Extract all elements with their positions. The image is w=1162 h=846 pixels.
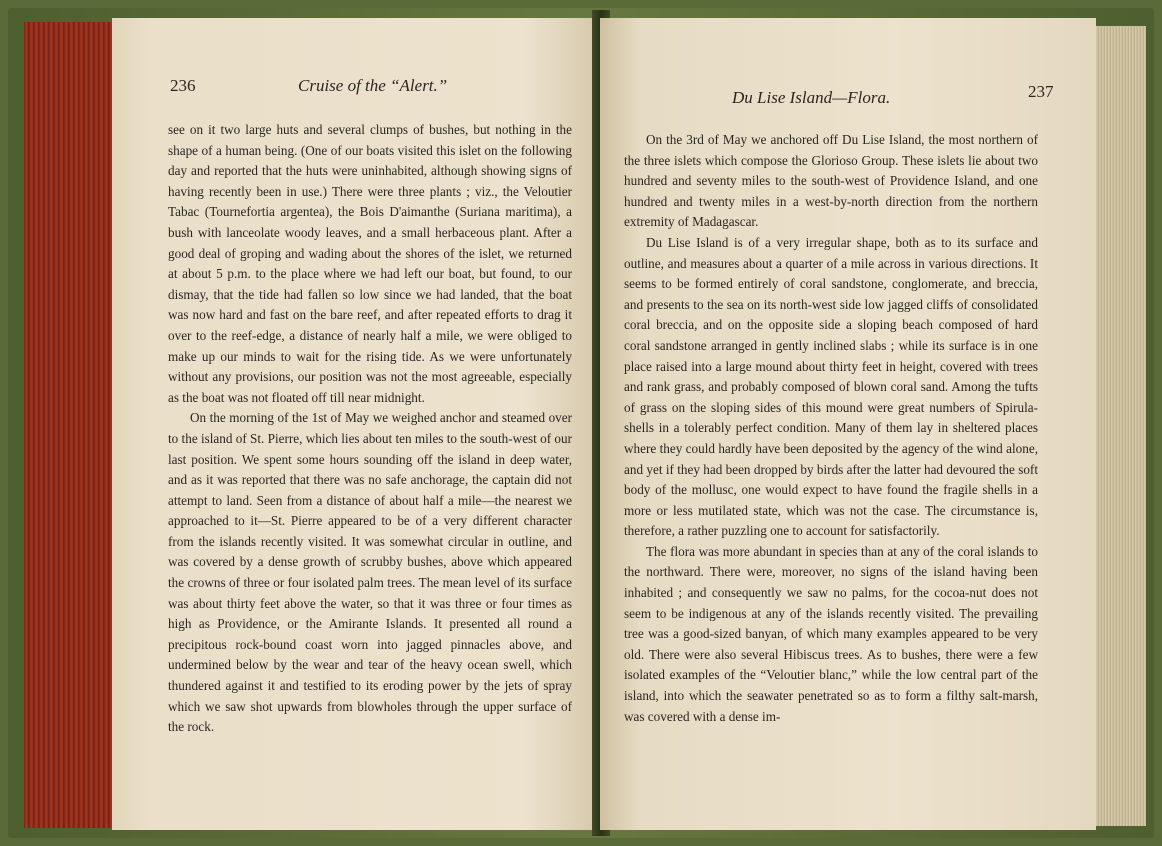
- page-body: [168, 120, 572, 738]
- paragraph: On the morning of the 1st of May we weighed anchor and steamed over to the island of St. Pierre, which lies about ten miles to the south-west of our last position. We spent some hours sounding off the island in deep water, and as it was reported that there was no safe anchorage, the captain did not attempt to land. Seen from a distance of about half a mile—the nearest we approached to it—St. Pierre appeared to be of a very different character from the islands recently visited. It was somewhat circular in outline, and was covered by a dense growth of scrubby bushes, above which appeared the crowns of three or four isolated palm trees. The mean level of its surface was about thirty feet above the water, so that it was three or four times as high as Providence, or the Amirante Islands. It presented all round a precipitous rock-bound coast worn into jagged pinnacles above, and undermined below by the wear and tear of the heavy ocean swell, which thundered against it and testified to its eroding power by the jets of spray which we saw shot upwards from blowholes through the upper surface of the rock.: [168, 410, 572, 735]
- running-head: Cruise of the “Alert.”: [298, 76, 448, 95]
- left-page: [112, 18, 598, 830]
- paragraph: The flora was more abundant in species than at any of the coral islands to the northward. There were, moreover, no signs of the island having been inhabited ; and consequently we saw no palms, for the cocoa-nut does not seem to be indigenous at any of the islands recently visited. The prevailing tree was a good-sized banyan, of which many examples appeared to be very old. There were also several Hibiscus trees. As to bushes, there were a few isolated examples of the “Veloutier blanc,” while the low central part of the island, into which the seawater penetrated so as to form a filthy salt-marsh, was covered with a dense im-: [624, 543, 1038, 724]
- page-number: 236: [170, 76, 196, 95]
- page-edges-left: [24, 22, 114, 828]
- running-head: Du Lise Island—Flora.: [732, 88, 891, 107]
- page-edges-right: [1090, 26, 1146, 826]
- right-page: [600, 18, 1096, 830]
- page-body: [624, 130, 1038, 727]
- paragraph: On the 3rd of May we anchored off Du Lise Island, the most northern of the three islets which compose the Glorioso Group. These islets lie about two hundred and seventy miles to the south-west of Providence Island, and one hundred and twenty miles in a west-by-north direction from the northern extremity of Madagascar.: [624, 132, 1038, 230]
- page-number: 237: [1028, 82, 1054, 101]
- paragraph: Du Lise Island is of a very irregular shape, both as to its surface and outline, and measures about a quarter of a mile across in various directions. It seems to be formed entirely of coral sandstone, conglomerate, and breccia, and presents to the sea on its north-west side low jagged cliffs of consolidated coral breccia, and on the opposite side a sloping beach composed of hard coral sandstone arranged in gently inclined slabs ; while its surface is in one place raised into a large mound about thirty feet in height, covered with trees and rank grass, and probably composed of blown coral sand. Among the tufts of grass on the sloping sides of this mound were great numbers of Spirula-shells in a tolerably perfect condition. Many of them lay in sheltered places where they could hardly have been deposited by the agency of the wind alone, and yet if they had been dropped by birds after the latter had devoured the soft body of the mollusc, one would expect to have found the fragile shells in a more or less mutilated state, which was not the case. The circumstance is, therefore, a rather puzzling one to account for satisfactorily.: [624, 234, 1038, 539]
- paragraph: see on it two large huts and several clumps of bushes, but nothing in the shape of a human being. (One of our boats visited this islet on the following day and reported that the huts were uninhabited, although showing signs of having recently been in use.) There were three plants ; viz., the Veloutier Tabac (Tournefortia argentea), the Bois D'aimanthe (Suriana maritima), a bush with lanceolate woody leaves, and a small herbaceous plant. After a good deal of groping and wading about the shores of the islet, we returned at about 5 p.m. to the place where we had left our boat, but found, to our dismay, that the tide had fallen so low since we had landed, that the boat was now hard and fast on the bare reef, and after repeated efforts to drag it over to the reef-edge, a distance of nearly half a mile, we were obliged to make up our minds to wait for the rising tide. As we were unfortunately without any provisions, our position was not the most agreeable, especially as the boat was not floated off till near midnight.: [168, 122, 572, 405]
